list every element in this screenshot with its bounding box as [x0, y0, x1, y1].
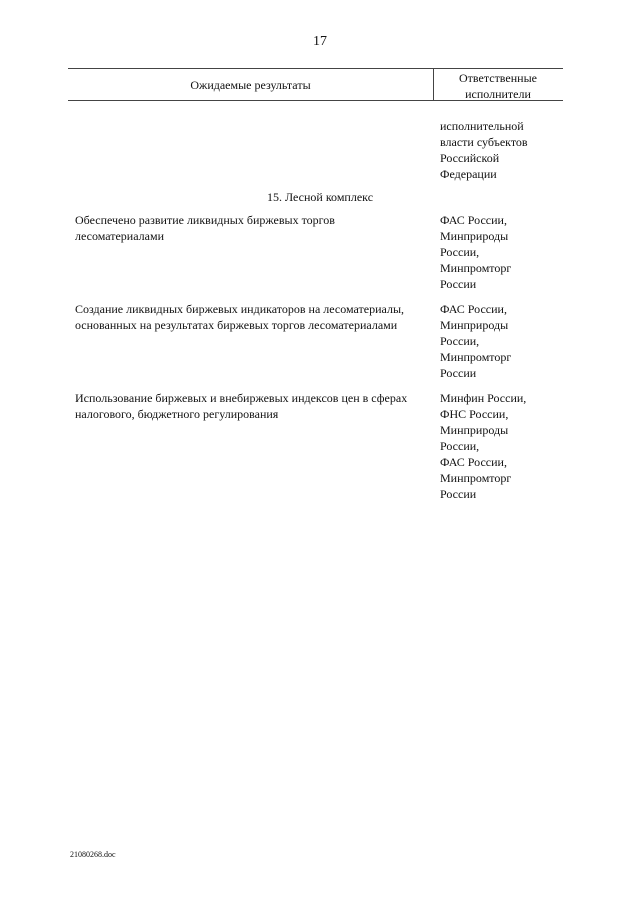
page-number: 17: [313, 34, 327, 49]
table-header-top-rule: [68, 68, 563, 69]
column-header-results: Ожидаемые результаты: [190, 78, 311, 92]
section-title: [0, 190, 640, 205]
row-responsible-cell: ФАС России, Минприроды России, Минпромторг России: [440, 213, 512, 291]
column-header-responsible: Ответственные исполнители: [459, 71, 537, 101]
row-result-cell: Создание ликвидных биржевых индикаторов на лесоматериалы, основанных на результатах биржевых торгов лесоматериалами: [75, 302, 405, 332]
section-title-text: 15. Лесной комплекс: [266, 190, 374, 204]
row-responsible-cell: ФАС России, Минприроды России, Минпромторг России: [440, 302, 512, 380]
carryover-responsible-cell: исполнительной власти субъектов Российской Федерации: [440, 119, 528, 181]
table-header-bottom-rule: [68, 100, 563, 101]
row-result-cell: Использование биржевых и внебиржевых индексов цен в сферах налогового, бюджетного регулирования: [75, 391, 408, 421]
row-result-cell: Обеспечено развитие ликвидных биржевых торгов лесоматериалами: [75, 213, 335, 243]
row-responsible-cell: Минфин России, ФНС России, Минприроды России, ФАС России, Минпромторг России: [440, 391, 527, 501]
footer-doc-code: 21080268.doc: [70, 850, 116, 859]
